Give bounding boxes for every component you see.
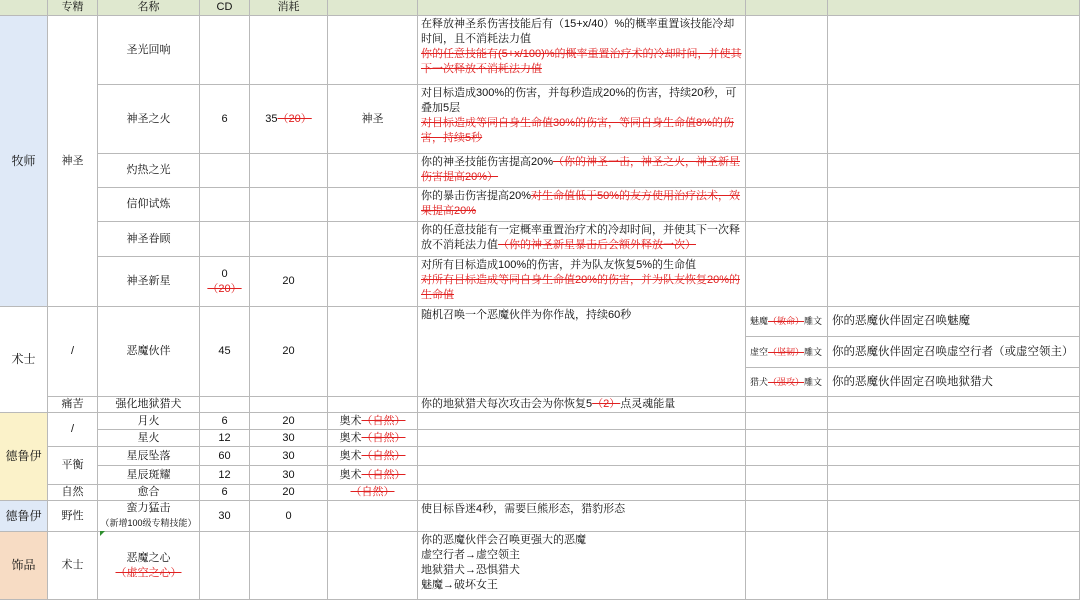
desc-holy-echo[interactable] bbox=[418, 16, 746, 85]
desc-current: 对目标造成300%的伤害，并每秒造成20%的伤害，持续20秒，可叠加5层 bbox=[421, 87, 737, 114]
cost-cell[interactable]: 30 bbox=[250, 466, 328, 485]
header-cost[interactable]: 消耗 bbox=[250, 0, 328, 16]
glyph-cell[interactable] bbox=[746, 447, 828, 466]
note-cell[interactable] bbox=[828, 85, 1080, 154]
desc-cell[interactable] bbox=[418, 466, 746, 485]
skill-old-name: （虚空之心） bbox=[115, 566, 182, 579]
glyph-felhound-effect[interactable]: 你的恶魔伙伴固定召唤地狱猎犬 bbox=[828, 368, 1080, 397]
header-spec[interactable]: 专精 bbox=[48, 0, 98, 16]
glyph-voidwalker-effect[interactable]: 你的恶魔伙伴固定召唤虚空行者（或虚空领主） bbox=[828, 337, 1080, 368]
school-cell[interactable] bbox=[328, 307, 418, 397]
cd-cell[interactable] bbox=[200, 16, 250, 85]
glyph-voidwalker[interactable]: 虚空 （坚韧） 雕文 bbox=[746, 337, 828, 368]
school-cell[interactable] bbox=[328, 532, 418, 600]
cd-cell[interactable]: 6 bbox=[200, 485, 250, 501]
school-cell[interactable]: 奥术 （自然） bbox=[328, 447, 418, 466]
note-cell[interactable] bbox=[828, 501, 1080, 532]
school-cell[interactable] bbox=[328, 501, 418, 532]
desc-removed: （你的神圣新星暴击后会额外释放一次） bbox=[498, 239, 696, 251]
glyph-cell[interactable] bbox=[746, 397, 828, 413]
cd-cell[interactable]: 6 bbox=[200, 413, 250, 430]
glyph-felhound[interactable]: 猎犬 （强攻） 雕文 bbox=[746, 368, 828, 397]
glyph-cell[interactable] bbox=[746, 485, 828, 501]
skill-name-starfall[interactable]: 星辰坠落 bbox=[98, 447, 200, 466]
skill-name-demonic-heart[interactable]: 恶魔之心 （虚空之心） bbox=[98, 532, 200, 600]
cd-cell[interactable] bbox=[200, 532, 250, 600]
header-note[interactable] bbox=[828, 0, 1080, 16]
note-cell[interactable] bbox=[828, 154, 1080, 188]
header-name[interactable]: 名称 bbox=[98, 0, 200, 16]
desc-holy-nova[interactable] bbox=[418, 257, 746, 307]
skill-name-demonic-companion[interactable]: 恶魔伙伴 bbox=[98, 307, 200, 397]
note-cell[interactable] bbox=[828, 430, 1080, 447]
cd-cell[interactable] bbox=[200, 257, 250, 307]
desc-removed: 对目标造成等同自身生命值30%的伤害，等同自身生命值8%的伤害，持续5秒 bbox=[421, 117, 734, 144]
cost-cell[interactable] bbox=[250, 85, 328, 154]
glyph-cell[interactable] bbox=[746, 188, 828, 222]
class-druid[interactable]: 德鲁伊 bbox=[0, 413, 48, 501]
school-cell[interactable] bbox=[328, 222, 418, 257]
spec-trinket-warlock[interactable]: 术士 bbox=[48, 532, 98, 600]
desc-cell[interactable] bbox=[418, 413, 746, 430]
desc-cell[interactable] bbox=[418, 447, 746, 466]
desc-divine-favor[interactable] bbox=[418, 222, 746, 257]
cost-cell[interactable]: 30 bbox=[250, 430, 328, 447]
desc-trial-of-faith[interactable] bbox=[418, 188, 746, 222]
cd-old-value: （20） bbox=[207, 282, 242, 295]
cd-cell[interactable] bbox=[200, 397, 250, 413]
skill-name-regrowth[interactable]: 愈合 bbox=[98, 485, 200, 501]
cd-cell[interactable]: 12 bbox=[200, 466, 250, 485]
school-cell[interactable]: 奥术 （自然） bbox=[328, 466, 418, 485]
cost-cell[interactable]: 20 bbox=[250, 413, 328, 430]
desc-removed: 你的任意技能有(5+x/100)%的概率重置治疗术的冷却时间，并使其下一次释放不消耗法力值 bbox=[421, 48, 742, 75]
glyph-cell[interactable] bbox=[746, 85, 828, 154]
spec-balance[interactable]: 平衡 bbox=[48, 447, 98, 485]
cd-cell[interactable]: 60 bbox=[200, 447, 250, 466]
cd-value: 0 bbox=[221, 267, 228, 280]
spec-restoration[interactable]: 自然 bbox=[48, 485, 98, 501]
skill-name-starsurge[interactable]: 星辰斑耀 bbox=[98, 466, 200, 485]
desc-current: 在释放神圣系伤害技能后有（15+x/40）%的概率重置该技能冷却时间，且不消耗法力值 bbox=[421, 18, 735, 45]
class-priest[interactable]: 牧师 bbox=[0, 16, 48, 307]
cost-cell[interactable] bbox=[250, 397, 328, 413]
note-cell[interactable] bbox=[828, 532, 1080, 600]
glyph-cell[interactable] bbox=[746, 257, 828, 307]
skill-name-skull-bash[interactable]: 蛮力猛击 （新增100级专精技能） bbox=[98, 501, 200, 532]
school-cell[interactable] bbox=[328, 16, 418, 85]
note-cell[interactable] bbox=[828, 397, 1080, 413]
note-cell[interactable] bbox=[828, 447, 1080, 466]
cost-old-value: （20） bbox=[277, 112, 312, 125]
cd-cell[interactable]: 6 bbox=[200, 85, 250, 154]
desc-removed: 对所有目标造成等同自身生命值20%的伤害，并为队友恢复20%的生命值 bbox=[421, 274, 741, 301]
spec-affliction[interactable]: 痛苦 bbox=[48, 397, 98, 413]
skill-name-trial-of-faith[interactable]: 信仰试炼 bbox=[98, 188, 200, 222]
desc-cell[interactable] bbox=[418, 430, 746, 447]
glyph-succubus-effect[interactable]: 你的恶魔伙伴固定召唤魅魔 bbox=[828, 307, 1080, 337]
cost-cell[interactable] bbox=[250, 16, 328, 85]
cost-cell[interactable] bbox=[250, 532, 328, 600]
desc-current: 你的暴击伤害提高20% bbox=[421, 190, 532, 202]
school-cell[interactable]: 奥术 （自然） bbox=[328, 413, 418, 430]
spec-druid-none[interactable]: / bbox=[48, 413, 98, 447]
comment-indicator-icon[interactable] bbox=[100, 531, 105, 536]
header-school[interactable] bbox=[328, 0, 418, 16]
skill-name-holy-fire[interactable]: 神圣之火 bbox=[98, 85, 200, 154]
glyph-cell[interactable] bbox=[746, 466, 828, 485]
cost-cell[interactable]: 20 bbox=[250, 257, 328, 307]
skill-name-holy-nova[interactable]: 神圣新星 bbox=[98, 257, 200, 307]
header-cd[interactable]: CD bbox=[200, 0, 250, 16]
note-cell[interactable] bbox=[828, 222, 1080, 257]
school-cell[interactable]: 奥术 （自然） bbox=[328, 430, 418, 447]
desc-removed: 对生命值低于50%的友方使用治疗法术，效果提高20% bbox=[421, 190, 741, 217]
glyph-cell[interactable] bbox=[746, 501, 828, 532]
header-desc[interactable] bbox=[418, 0, 746, 16]
cd-cell[interactable]: 30 bbox=[200, 501, 250, 532]
glyph-cell[interactable] bbox=[746, 154, 828, 188]
note-cell[interactable] bbox=[828, 466, 1080, 485]
glyph-cell[interactable] bbox=[746, 413, 828, 430]
note-cell[interactable] bbox=[828, 188, 1080, 222]
spec-feral[interactable]: 野性 bbox=[48, 501, 98, 532]
skill-name-improved-felhound[interactable]: 强化地狱猎犬 bbox=[98, 397, 200, 413]
cost-cell[interactable]: 20 bbox=[250, 485, 328, 501]
cd-cell[interactable] bbox=[200, 222, 250, 257]
desc-searing-light[interactable] bbox=[418, 154, 746, 188]
header-glyph[interactable] bbox=[746, 0, 828, 16]
cd-cell[interactable] bbox=[200, 188, 250, 222]
cost-cell[interactable]: 30 bbox=[250, 447, 328, 466]
glyph-cell[interactable] bbox=[746, 222, 828, 257]
glyph-cell[interactable] bbox=[746, 532, 828, 600]
cost-cell[interactable]: 20 bbox=[250, 307, 328, 397]
spec-warlock-none[interactable]: / bbox=[48, 307, 98, 397]
spec-holy[interactable]: 神圣 bbox=[48, 16, 98, 307]
desc-current: 你的任意技能有一定概率重置治疗术的冷却时间，并使其下一次释放不消耗法力值 bbox=[421, 224, 740, 251]
class-druid-2[interactable]: 德鲁伊 bbox=[0, 501, 48, 532]
desc-current: 你的神圣技能伤害提高20% bbox=[421, 156, 554, 168]
cost-cell[interactable] bbox=[250, 154, 328, 188]
desc-skull-bash[interactable]: 使目标昏迷4秒，需要巨熊形态，猎豹形态 bbox=[418, 501, 746, 532]
school-cell[interactable] bbox=[328, 397, 418, 413]
glyph-cell[interactable] bbox=[746, 16, 828, 85]
cd-cell[interactable]: 12 bbox=[200, 430, 250, 447]
desc-current: 对所有目标造成100%的伤害，并为队友恢复5%的生命值 bbox=[421, 259, 697, 271]
desc-cell[interactable] bbox=[418, 485, 746, 501]
school-cell[interactable] bbox=[328, 188, 418, 222]
skill-subnote: （新增100级专精技能） bbox=[100, 518, 197, 528]
glyph-succubus[interactable]: 魅魔 （敏命） 雕文 bbox=[746, 307, 828, 337]
glyph-cell[interactable] bbox=[746, 430, 828, 447]
cd-cell[interactable]: 45 bbox=[200, 307, 250, 397]
skill-name-moonfire[interactable]: 月火 bbox=[98, 413, 200, 430]
cost-cell[interactable] bbox=[250, 222, 328, 257]
desc-improved-felhound[interactable]: 你的地狱猎犬每次攻击会为你恢复5 （2） 点灵魂能量 bbox=[418, 397, 746, 413]
class-warlock[interactable]: 术士 bbox=[0, 307, 48, 413]
cost-cell[interactable]: 0 bbox=[250, 501, 328, 532]
school-cell[interactable]: （自然） bbox=[328, 485, 418, 501]
note-cell[interactable] bbox=[828, 16, 1080, 85]
skill-name-searing-light[interactable]: 灼热之光 bbox=[98, 154, 200, 188]
header-corner-cell[interactable] bbox=[0, 0, 48, 16]
cost-value: 35 bbox=[265, 112, 278, 125]
desc-demonic-companion[interactable]: 随机召唤一个恶魔伙伴为你作战，持续60秒 bbox=[418, 307, 746, 397]
note-cell[interactable] bbox=[828, 485, 1080, 501]
school-cell[interactable] bbox=[328, 257, 418, 307]
school-cell[interactable]: 神圣 bbox=[328, 85, 418, 154]
skill-name-divine-favor[interactable]: 神圣眷顾 bbox=[98, 222, 200, 257]
skill-name-holy-echo[interactable]: 圣光回响 bbox=[98, 16, 200, 85]
class-trinket[interactable]: 饰品 bbox=[0, 532, 48, 600]
skill-name-starfire[interactable]: 星火 bbox=[98, 430, 200, 447]
desc-demonic-heart[interactable]: 你的恶魔伙伴会召唤更强大的恶魔 虚空行者→虚空领主 地狱猎犬→恐惧猎犬 魅魔→破坏女王 bbox=[418, 532, 746, 600]
school-cell[interactable] bbox=[328, 154, 418, 188]
desc-holy-fire[interactable] bbox=[418, 85, 746, 154]
cost-cell[interactable] bbox=[250, 188, 328, 222]
note-cell[interactable] bbox=[828, 257, 1080, 307]
note-cell[interactable] bbox=[828, 413, 1080, 430]
desc-removed: （你的神圣一击，神圣之火，神圣新星伤害提高20%） bbox=[421, 156, 741, 183]
cd-cell[interactable] bbox=[200, 154, 250, 188]
